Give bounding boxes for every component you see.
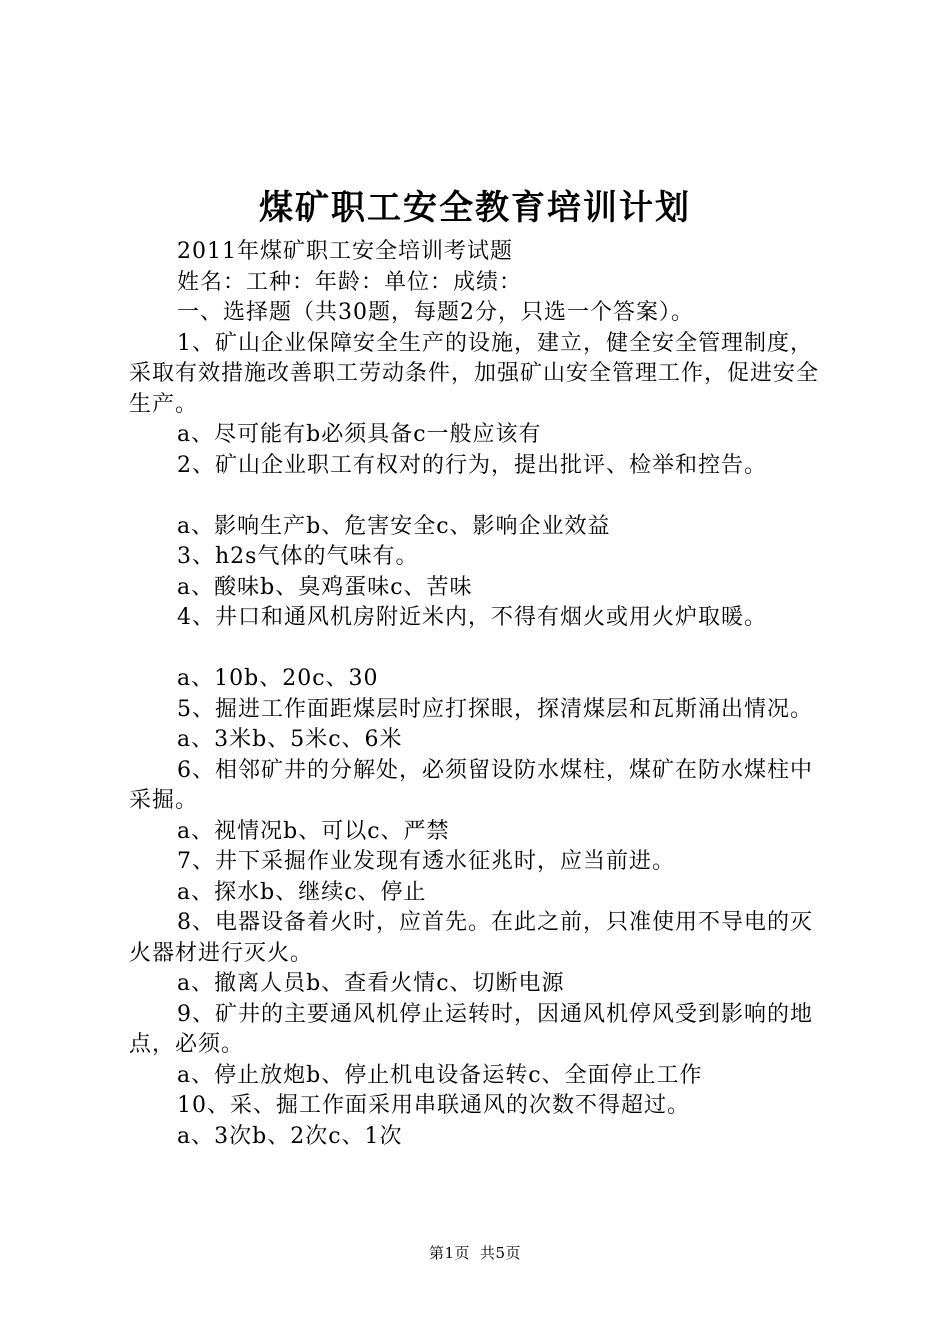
section-heading: 一、选择题（共30题，每题2分，只选一个答案）。 [177, 300, 694, 325]
options-3: a、酸味b、臭鸡蛋味c、苦味 [177, 574, 473, 600]
question-7: 7、井下采掘作业发现有透水征兆时，应当前进。 [177, 849, 675, 874]
question-5: 5、掘进工作面距煤层时应打探眼，探清煤层和瓦斯涌出情况。 [177, 696, 813, 722]
options-10: a、3次b、2次c、1次 [177, 1123, 403, 1149]
exam-header-fields: 姓名：工种：年龄：单位：成绩： [177, 269, 523, 295]
question-4: 4、井口和通风机房附近米内，不得有烟火或用火炉取暖。 [177, 605, 767, 630]
options-2: a、影响生产b、危害安全c、影响企业效益 [177, 513, 611, 539]
options-5: a、3米b、5米c、6米 [177, 727, 403, 752]
document-body [129, 237, 834, 1152]
options-1: a、尽可能有b必须具备c一般应该有 [177, 422, 542, 447]
options-9: a、停止放炮b、停止机电设备运转c、全面停止工作 [177, 1062, 703, 1088]
question-9: 9、矿井的主要通风机停止运转时，因通风机停风受到影响的地点，必须。 [129, 1001, 813, 1057]
question-8: 8、电器设备着火时，应首先。在此之前，只准使用不导电的灭火器材进行灭火。 [129, 910, 813, 966]
options-7: a、探水b、继续c、停止 [177, 879, 427, 905]
question-2: 2、矿山企业职工有权对的行为，提出批评、检举和控告。 [177, 452, 767, 478]
options-4: a、10b、20c、30 [177, 666, 379, 691]
page-footer [0, 1241, 950, 1265]
exam-title: 2011年煤矿职工安全培训考试题 [177, 239, 513, 264]
question-3: 3、h2s气体的气味有。 [177, 544, 419, 569]
question-1: 1、矿山企业保障安全生产的设施，建立，健全安全管理制度，采取有效措施改善职工劳动条件，加强矿山安全管理工作，促进安全生产。 [129, 330, 820, 417]
page-total: 共5页 [480, 1244, 522, 1262]
page-number: 第1页 [428, 1244, 470, 1262]
question-10: 10、采、掘工作面采用串联通风的次数不得超过。 [177, 1093, 690, 1118]
options-8: a、撤离人员b、查看火情c、切断电源 [177, 971, 565, 996]
document-title: 煤矿职工安全教育培训计划 [259, 188, 691, 228]
question-6: 6、相邻矿井的分解处，必须留设防水煤柱，煤矿在防水煤柱中采掘。 [129, 757, 813, 813]
options-6: a、视情况b、可以c、严禁 [177, 818, 450, 844]
